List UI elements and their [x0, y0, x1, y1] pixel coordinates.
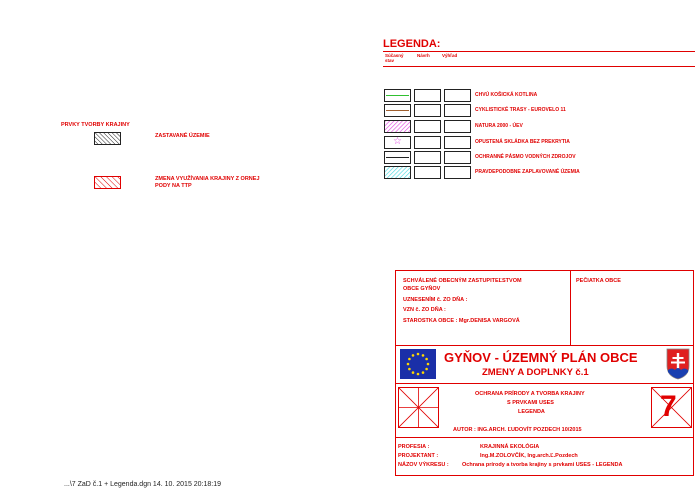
designer-label: PROJEKTANT : — [398, 453, 439, 459]
legend-row-label-4: OCHRANNÉ PÁSMO VODNÝCH ZDROJOV — [475, 154, 576, 160]
cyan-hatch-symbol — [385, 167, 410, 178]
slovak-coat-of-arms — [666, 348, 690, 380]
approval-line5: STAROSTKA OBCE : Mgr.DENISA VARGOVÁ — [403, 318, 520, 324]
legend-swatch-proposal-3 — [414, 136, 441, 149]
landscape-section-title: PRVKY TVORBY KRAJINY — [61, 122, 130, 128]
drawing-line1: OCHRANA PRÍRODY A TVORBA KRAJINY — [475, 391, 585, 397]
star-icon: ☆ — [393, 136, 402, 147]
legend-swatch-current-0 — [384, 89, 411, 102]
legend-row-label-0: CHVÚ KOŠICKÁ KOTLINA — [475, 92, 538, 98]
legend-column-header-current: Súčasný stav — [385, 53, 404, 63]
legend-swatch-proposal-1 — [414, 104, 441, 117]
legend-row-label-2: NATURA 2000 - ÚEV — [475, 123, 523, 129]
legend-swatch-proposal-5 — [414, 166, 441, 179]
legend-swatch-outlook-5 — [444, 166, 471, 179]
stamp-label: PEČIATKA OBCE — [576, 278, 621, 284]
black-line-symbol — [386, 157, 409, 158]
land-use-change-swatch — [94, 176, 121, 189]
eu-flag — [400, 349, 436, 379]
magenta-hatch-symbol — [385, 121, 410, 132]
legend-swatch-outlook-1 — [444, 104, 471, 117]
legend-swatch-proposal-2 — [414, 120, 441, 133]
legend-swatch-outlook-4 — [444, 151, 471, 164]
approval-stamp-divider — [570, 270, 571, 345]
legend-swatch-proposal-4 — [414, 151, 441, 164]
legend-swatch-outlook-2 — [444, 120, 471, 133]
sheet-name-label: NÁZOV VÝKRESU : — [398, 462, 449, 468]
approval-line4: VZN č. ZO DŇA : — [403, 307, 446, 313]
legend-swatch-current-1 — [384, 104, 411, 117]
approval-line2: OBCE GYŇOV — [403, 286, 441, 292]
legend-title: LEGENDA: — [383, 38, 441, 50]
built-up-area-label: ZASTAVANÉ ÚZEMIE — [155, 133, 210, 139]
approval-line1: SCHVÁLENÉ OBECNÝM ZASTUPITEĽSTVOM — [403, 278, 522, 284]
title-block-divider-1 — [395, 345, 694, 346]
coat-of-arms-icon — [666, 348, 690, 380]
sheet-number: 7 — [660, 390, 677, 423]
legend-title-underline — [383, 51, 695, 52]
legend-column-header-proposal: Návrh — [417, 53, 430, 58]
brown-line-symbol — [386, 110, 409, 111]
legend-swatch-proposal-0 — [414, 89, 441, 102]
file-info: ...\7 ZaD č.1 + Legenda.dgn 14. 10. 2015 20:18:19 — [64, 481, 222, 488]
title-block-divider-2 — [395, 383, 694, 384]
legend-row-label-3: OPUSTENÁ SKLÁDKA BEZ PREKRYTIA — [475, 139, 570, 145]
sub-title: ZMENY A DOPLNKY č.1 — [482, 367, 589, 378]
land-use-change-label-line1: ZMENA VYUŽÍVANIA KRAJINY Z ORNEJ — [155, 176, 260, 182]
red-hatch-symbol — [95, 177, 120, 188]
green-line-symbol — [386, 95, 409, 96]
legend-swatch-current-5 — [384, 166, 411, 179]
legend-swatch-outlook-0 — [444, 89, 471, 102]
legend-swatch-current-3 — [384, 136, 411, 149]
drawing-line2: S PRVKAMI USES — [507, 400, 554, 406]
built-up-area-swatch — [94, 132, 121, 145]
land-use-change-label-line2: PODY NA TTP — [155, 183, 192, 189]
legend-row-label-1: CYKLISTICKÉ TRASY - EUROVELO 11 — [475, 107, 566, 113]
main-title: GYŇOV - ÚZEMNÝ PLÁN OBCE — [444, 350, 638, 365]
designer-value: Ing.M.ZOLOVČÍK, Ing.arch.Ľ.Pozdech — [480, 453, 578, 459]
crossed-box-left — [398, 387, 439, 428]
eu-stars-icon — [400, 349, 436, 379]
legend-header-underline — [383, 66, 695, 67]
black-hatch-symbol — [95, 133, 120, 144]
legend-row-label-5: PRAVDEPODOBNE ZAPLAVOVANÉ ÚZEMIA — [475, 169, 580, 175]
approval-line3: UZNESENÍM č. ZO DŇA : — [403, 297, 468, 303]
profession-value: KRAJINNÁ EKOLÓGIA — [480, 444, 540, 450]
legend-swatch-current-4 — [384, 151, 411, 164]
profession-label: PROFESIA : — [398, 444, 430, 450]
legend-column-header-outlook: Výhľad — [442, 53, 458, 58]
drawing-author: AUTOR : ING.ARCH. ĽUDOVÍT POZDECH 10/2015 — [453, 427, 582, 433]
legend-swatch-outlook-3 — [444, 136, 471, 149]
drawing-line3: LEGENDA — [518, 409, 545, 415]
sheet-name-value: Ochrana prírody a tvorba krajiny s prvkami USES - LEGENDA — [462, 462, 623, 468]
title-block-divider-3 — [395, 437, 694, 438]
legend-swatch-current-2 — [384, 120, 411, 133]
